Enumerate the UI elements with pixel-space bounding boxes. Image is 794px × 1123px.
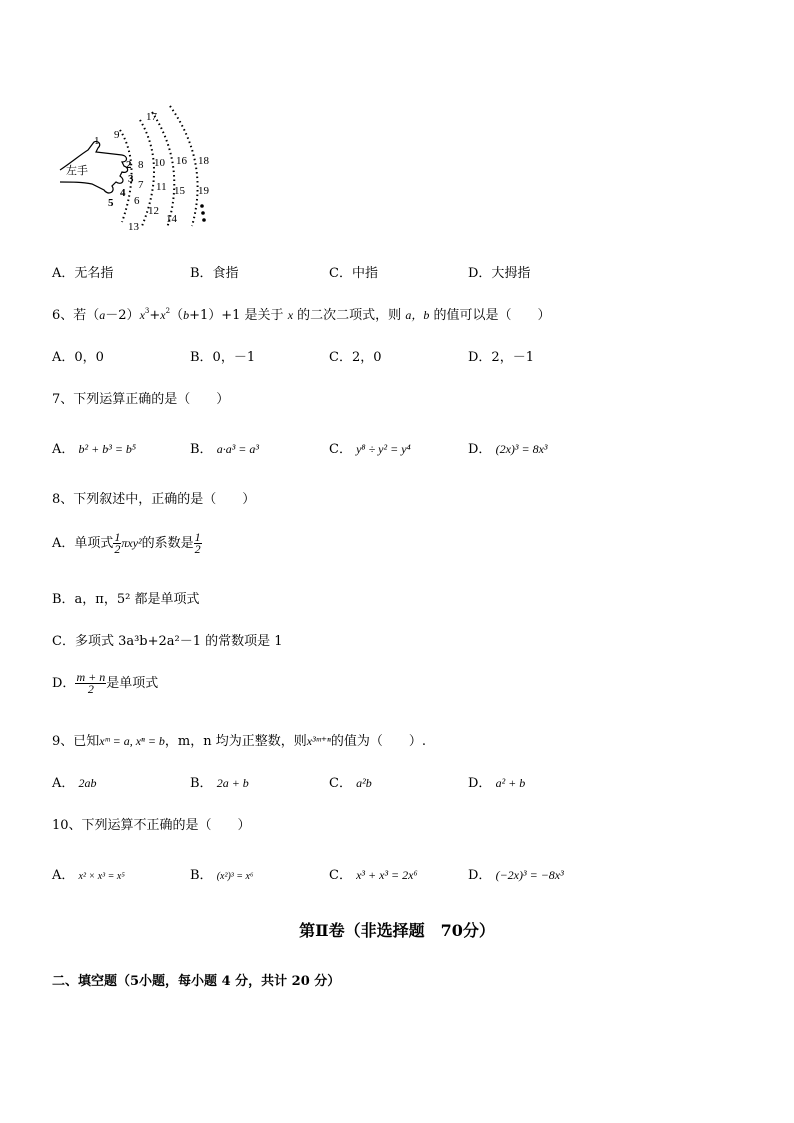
option-label: B． [190, 442, 213, 457]
fraction-denominator: 2 [87, 682, 94, 696]
option-expr: (2x)³ = 8x³ [495, 442, 548, 456]
num-12: 12 [148, 205, 159, 217]
q10-option-b[interactable] [190, 864, 253, 883]
fraction-numerator: 1 [114, 530, 121, 544]
num-19: 19 [198, 185, 209, 197]
q9-text: ，m，n 均为正整数，则 [164, 734, 307, 749]
option-expr: y⁸ ÷ y² = y⁴ [356, 442, 411, 456]
option-label: B． [190, 776, 213, 791]
option-label: A． [52, 868, 75, 883]
q8-option-b[interactable]: B．a，π，5² 都是单项式 [52, 592, 200, 607]
num-16: 16 [176, 155, 187, 167]
option-expr: πxy² [121, 536, 142, 550]
q10-stem: 10、下列运算不正确的是（ ） [52, 818, 251, 833]
option-label: D． [468, 868, 492, 883]
q6-var-x: x [139, 308, 145, 322]
q8-stem: 8、下列叙述中，正确的是（ ） [52, 492, 256, 507]
option-label: C． [329, 442, 352, 457]
option-label: B． [190, 868, 213, 883]
option-label: A． [52, 776, 75, 791]
option-text: 的系数是 [141, 536, 194, 551]
q9-option-c[interactable] [329, 772, 372, 791]
q8-option-c[interactable]: C．多项式 3a³b+2a²－1 的常数项是 1 [52, 634, 283, 649]
q6-var-x: x [160, 308, 166, 322]
part-2-heading: 二、填空题（5小题，每小题 4 分，共计 20 分） [52, 974, 341, 989]
hand-label: 左手 [66, 164, 88, 177]
section-2-title: 第Ⅱ卷（非选择题 70分） [299, 921, 495, 940]
num-15: 15 [174, 185, 185, 197]
num-14: 14 [166, 213, 177, 225]
q5-option-b[interactable]: B．食指 [190, 266, 239, 281]
q6-text: 的值可以是（ ） [433, 308, 551, 323]
num-5: 5 [108, 197, 114, 209]
option-expr: a²b [356, 776, 372, 790]
q6-exp: 3 [144, 307, 150, 315]
num-2: 2 [126, 159, 132, 171]
num-4: 4 [120, 187, 126, 199]
q10-option-d[interactable] [468, 864, 564, 883]
q10-option-c[interactable] [329, 864, 418, 883]
q7-option-b[interactable] [190, 438, 259, 457]
option-expr: a·a³ = a³ [216, 442, 259, 456]
option-label: D． [468, 776, 492, 791]
num-7: 7 [138, 179, 144, 191]
q5-option-a[interactable]: A．无名指 [52, 266, 114, 281]
num-10: 10 [154, 157, 165, 169]
option-label: D． [468, 442, 492, 457]
q7-option-c[interactable] [329, 438, 411, 457]
num-8: 8 [138, 159, 144, 171]
num-11: 11 [156, 181, 167, 193]
q6-option-c[interactable]: C．2，0 [329, 350, 382, 365]
num-13: 13 [128, 221, 139, 233]
q9-option-b[interactable] [190, 772, 249, 791]
q8-option-a[interactable] [52, 532, 202, 555]
option-expr: (−2x)³ = −8x³ [495, 868, 564, 882]
hand-counting-figure [52, 100, 232, 240]
q9-stem [52, 730, 426, 749]
option-expr: 2a + b [216, 776, 249, 790]
num-1: 1 [94, 135, 100, 147]
fraction [194, 532, 202, 555]
num-17: 17 [146, 111, 157, 123]
fraction [75, 672, 106, 695]
option-expr: a² + b [495, 776, 526, 790]
option-expr: x² × x³ = x⁵ [78, 871, 125, 882]
q6-text: 的二次二项式，则 [297, 308, 402, 323]
q6-option-d[interactable]: D．2，－1 [468, 350, 534, 365]
option-expr: x³ + x³ = 2x⁶ [356, 868, 418, 882]
q8-option-d[interactable] [52, 672, 158, 695]
q9-expr: x³ᵐ⁺ⁿ [306, 734, 331, 748]
q6-vars-ab: a，b [405, 308, 430, 322]
q5-option-d[interactable]: D．大拇指 [468, 266, 531, 281]
fraction-numerator: m + n [76, 670, 106, 684]
q6-option-b[interactable]: B．0，－1 [190, 350, 256, 365]
option-expr: (x²)³ = x⁶ [216, 871, 254, 882]
q6-exp: 2 [165, 307, 171, 315]
option-expr: 2ab [78, 776, 97, 790]
q9-text: 的值为（ ）. [330, 734, 426, 749]
option-expr: b² + b³ = b⁵ [78, 442, 137, 456]
fraction-denominator: 2 [194, 542, 201, 556]
option-label: A． [52, 442, 75, 457]
q5-option-c[interactable]: C．中指 [329, 266, 378, 281]
option-label: C． [329, 776, 352, 791]
option-text: D． [52, 676, 76, 691]
q9-condition: xᵐ = a, xⁿ = b [99, 734, 165, 748]
option-text: 是单项式 [106, 676, 159, 691]
q6-var-x: x [287, 308, 294, 322]
q6-var-a: a [99, 308, 106, 322]
num-6: 6 [134, 195, 140, 207]
q6-var-b: b [183, 308, 190, 322]
hand-diagram [52, 100, 232, 240]
q6-text: + [149, 308, 161, 323]
q7-option-d[interactable] [468, 438, 548, 457]
fraction-numerator: 1 [194, 530, 201, 544]
num-9: 9 [114, 129, 120, 141]
num-3: 3 [128, 173, 134, 185]
q6-text: －2） [105, 308, 140, 323]
q6-option-a[interactable]: A．0，0 [52, 350, 104, 365]
q6-stem [52, 304, 550, 323]
q9-text: 9、已知 [52, 734, 100, 749]
q7-option-a[interactable] [52, 438, 136, 457]
q9-option-a[interactable] [52, 772, 97, 791]
q6-text: +1）+1 是关于 [189, 308, 284, 323]
q9-option-d[interactable] [468, 772, 525, 791]
option-label: C． [329, 868, 352, 883]
q6-text: （ [170, 308, 184, 323]
q6-text: 6、若（ [52, 308, 100, 323]
option-text: A．单项式 [52, 536, 114, 551]
q10-option-a[interactable] [52, 864, 125, 883]
num-18: 18 [198, 155, 209, 167]
q7-stem: 7、下列运算正确的是（ ） [52, 392, 230, 407]
fraction-denominator: 2 [114, 542, 121, 556]
